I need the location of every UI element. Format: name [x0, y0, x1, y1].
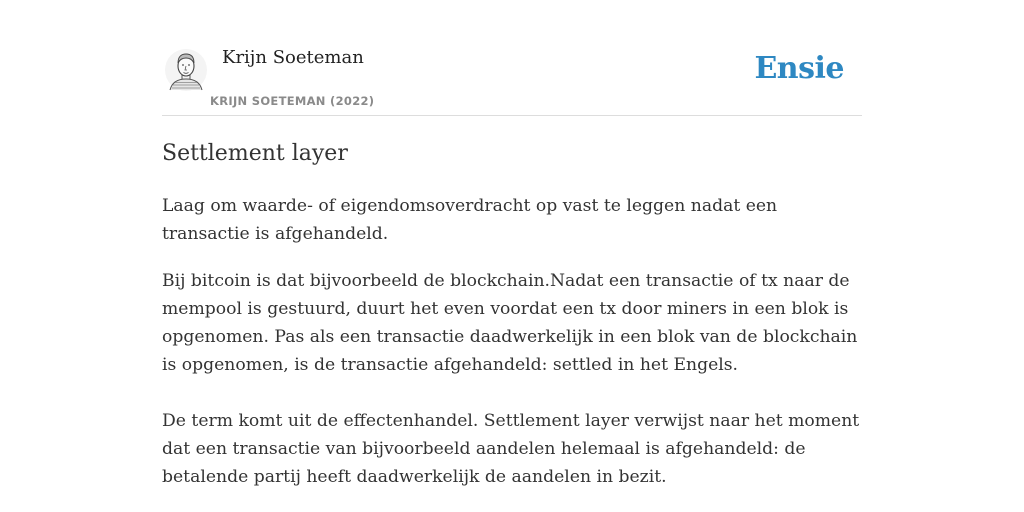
brand-logo[interactable]: Ensie — [754, 51, 844, 86]
author-avatar-sketch-icon — [164, 48, 208, 92]
header-divider — [162, 115, 862, 116]
source-label: KRIJN SOETEMAN (2022) — [210, 94, 375, 108]
author-name[interactable]: Krijn Soeteman — [222, 47, 364, 68]
entry-body — [162, 192, 862, 491]
paragraph-bitcoin: Bij bitcoin is dat bijvoorbeeld de blockchain.Nadat een transactie of tx naar de mempool is gestuurd, duurt het even voordat een tx door miners in een blok is opgenomen. Pas als een transactie daadwerkelijk in een blok van de blockchain is opgenomen, is de transactie afgehandeld: settled in het Engels. — [162, 271, 858, 375]
paragraph-definition: Laag om waarde- of eigendomsoverdracht op vast te leggen nadat een transactie is afgehandeld. — [162, 196, 778, 244]
entry-card — [162, 0, 862, 512]
entry-title: Settlement layer — [162, 141, 348, 166]
paragraph-gap — [162, 379, 862, 407]
paragraph-origin: De term komt uit de effectenhandel. Settlement layer verwijst naar het moment dat een transactie van bijvoorbeeld aandelen helemaal is afgehandeld: de betalende partij heeft daadwerkelijk de aandelen in bezit. — [162, 411, 860, 487]
author-avatar[interactable] — [164, 48, 208, 92]
